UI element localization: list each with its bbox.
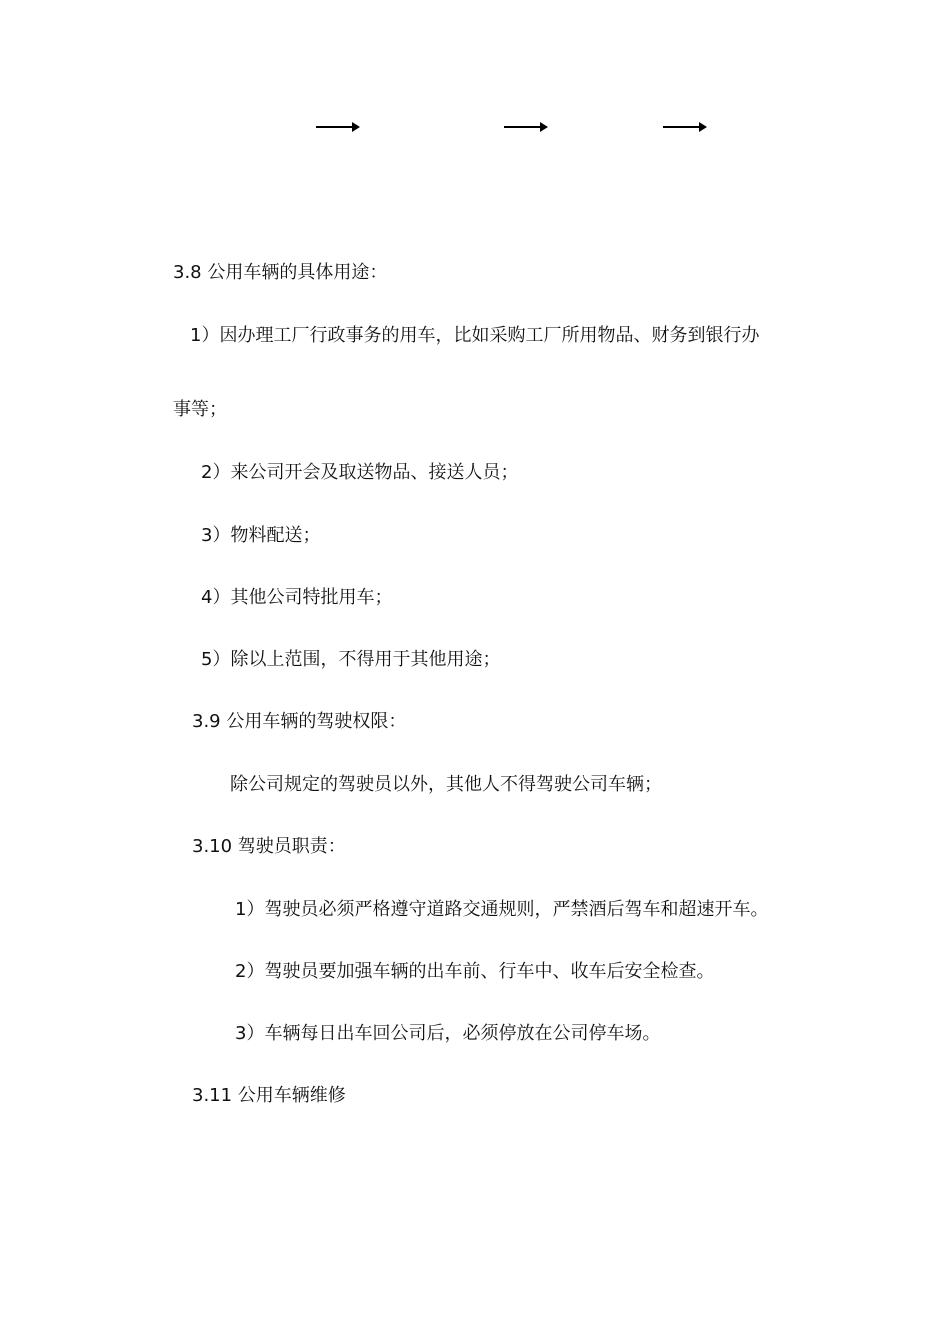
section-3-9-heading: 3.9 公用车辆的驾驶权限： [192, 711, 407, 732]
section-3-8-item-1-line-1: 1）因办理工厂行政事务的用车，比如采购工厂所用物品、财务到银行办 [190, 325, 760, 346]
flow-arrow-2-icon [504, 121, 548, 133]
section-3-10-heading: 3.10 驾驶员职责： [192, 836, 346, 857]
section-3-9-body: 除公司规定的驾驶员以外，其他人不得驾驶公司车辆； [230, 774, 662, 795]
flow-arrow-1-icon [316, 121, 360, 133]
section-3-8-item-1-line-2: 事等； [173, 399, 227, 420]
section-3-8-item-2: 2）来公司开会及取送物品、接送人员； [201, 462, 519, 483]
section-3-10-item-3: 3）车辆每日出车回公司后，必须停放在公司停车场。 [235, 1023, 661, 1044]
flow-arrow-3-icon [663, 121, 707, 133]
section-3-8-item-3: 3）物料配送； [201, 525, 321, 546]
section-3-10-item-2: 2）驾驶员要加强车辆的出车前、行车中、收车后安全检查。 [235, 961, 715, 982]
section-3-8-item-5: 5）除以上范围，不得用于其他用途； [201, 649, 501, 670]
section-3-8-heading: 3.8 公用车辆的具体用途： [173, 262, 388, 283]
section-3-11-heading: 3.11 公用车辆维修 [192, 1085, 346, 1106]
section-3-10-item-1: 1）驾驶员必须严格遵守道路交通规则，严禁酒后驾车和超速开车。 [235, 899, 769, 920]
section-3-8-item-4: 4）其他公司特批用车； [201, 587, 393, 608]
